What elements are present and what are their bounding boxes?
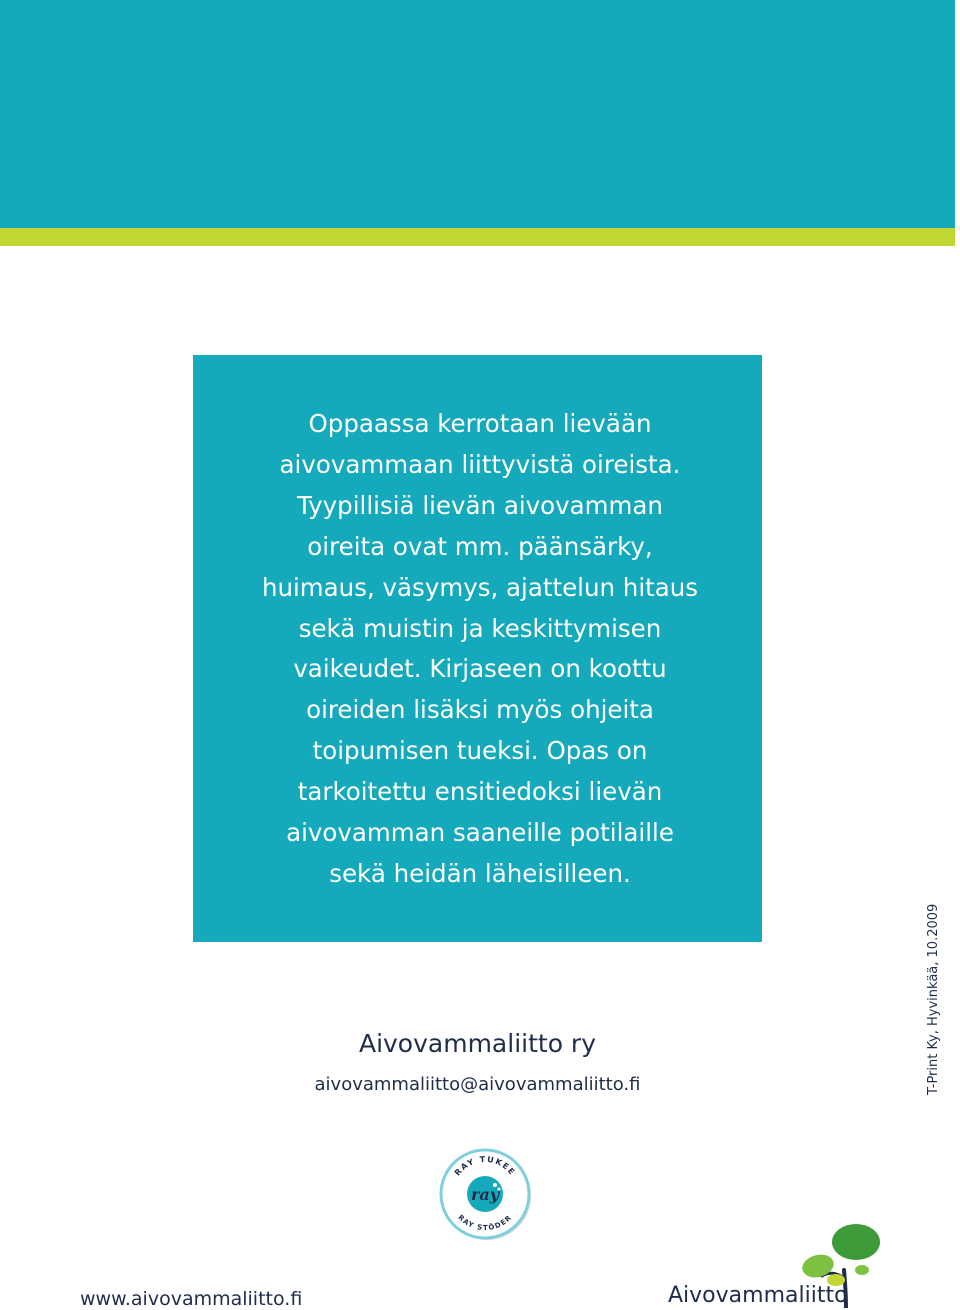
description-line: toipumisen tueksi. Opas on [312, 736, 648, 766]
organization-email[interactable]: aivovammaliitto@aivovammaliitto.fi [314, 1074, 641, 1095]
description-line: huimaus, väsymys, ajattelun hitaus [261, 572, 699, 602]
description-line: sekä muistin ja keskittymisen [298, 613, 662, 643]
top-color-band [0, 0, 955, 228]
description-line: sekä heidän läheisilleen. [329, 858, 631, 888]
description-line: Tyypillisiä lievän aivovamman [297, 490, 663, 520]
description-line: oireiden lisäksi myös ohjeita [306, 695, 654, 725]
description-line: vaikeudet. Kirjaseen on koottu [293, 654, 667, 684]
description-line: aivovamman saaneille potilaille [286, 818, 674, 848]
ray-badge-top-text: RAY TUKEE [452, 1154, 518, 1178]
printer-note: T-Print Ky, Hyvinkää, 10.2009 [926, 903, 941, 1095]
ray-badge-bottom-text: RAY STÖDER [456, 1213, 514, 1233]
organization-name: Aivovammaliitto ry [358, 1029, 597, 1058]
description-line: aivovammaan liittyvistä oireista. [279, 449, 681, 479]
description-text [0, 404, 960, 895]
ray-badge-center-text: ray [470, 1185, 500, 1204]
website-url[interactable]: www.aivovammaliitto.fi [80, 1288, 303, 1310]
ray-support-badge [436, 1145, 534, 1243]
description-line: oireita ovat mm. päänsärky, [307, 531, 653, 561]
logo-wordmark: Aivovammaliitto [668, 1283, 848, 1308]
description-line: Oppaassa kerrotaan lievään [308, 409, 652, 438]
lime-accent-strip [0, 228, 955, 246]
description-line: tarkoitettu ensitiedoksi lievän [297, 777, 663, 807]
